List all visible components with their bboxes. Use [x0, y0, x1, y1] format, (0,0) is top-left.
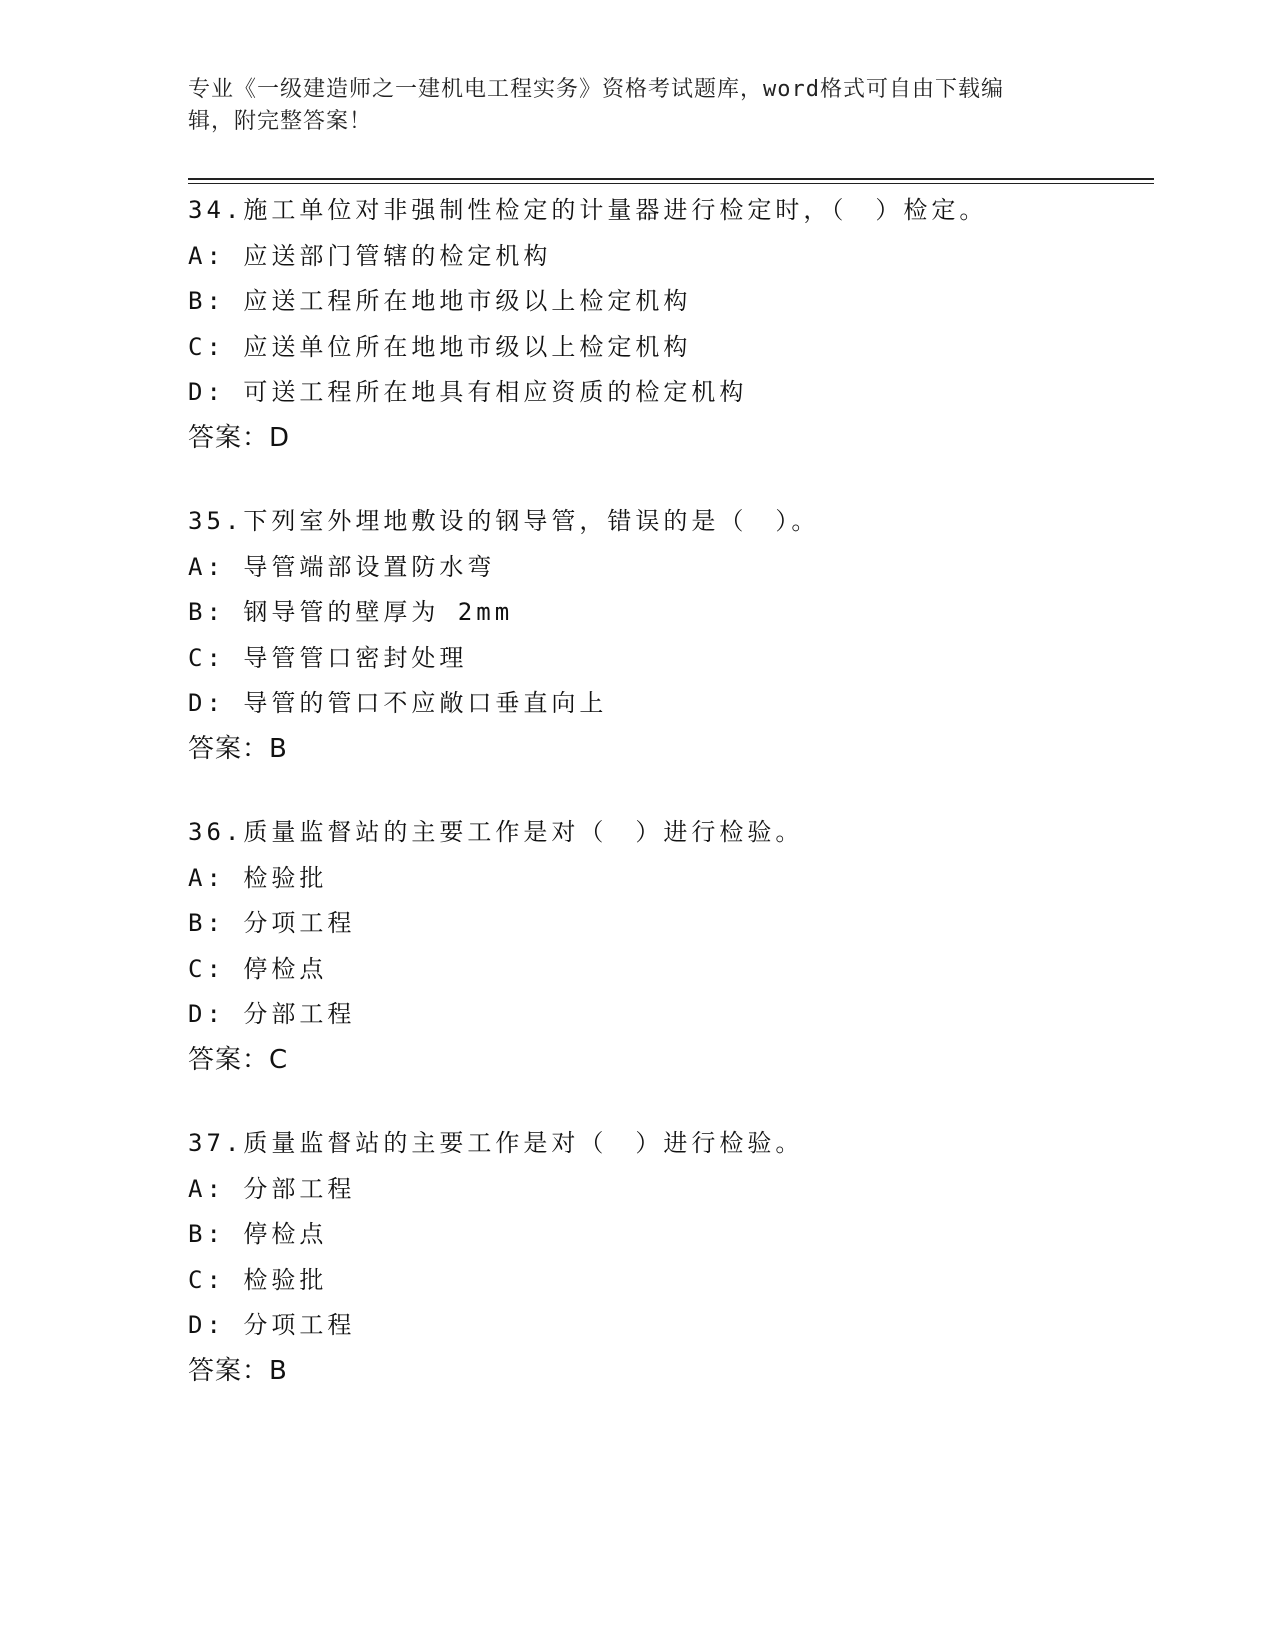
- option-c: C: 导管管口密封处理: [188, 643, 468, 672]
- option-b: B: 钢导管的壁厚为 2mm: [188, 598, 514, 626]
- question-35: [188, 499, 1148, 772]
- question-stem: 35.下列室外埋地敷设的钢导管，错误的是（ ）。: [188, 507, 820, 535]
- option-d: D: 分项工程: [188, 1311, 356, 1339]
- answer-line: 答案：B: [188, 733, 288, 764]
- header-line-2: 辑，附完整答案！: [188, 109, 373, 134]
- option-d: D: 可送工程所在地具有相应资质的检定机构: [188, 378, 748, 406]
- option-a: A: 导管端部设置防水弯: [188, 552, 496, 581]
- option-b: B: 分项工程: [188, 909, 356, 937]
- question-stem: 37.质量监督站的主要工作是对（ ）进行检验。: [188, 1129, 804, 1157]
- option-d: D: 分部工程: [188, 1000, 356, 1028]
- header-line-1: 专业《一级建造师之一建机电工程实务》资格考试题库，word格式可自由下载编: [188, 77, 1004, 102]
- question-stem: 34.施工单位对非强制性检定的计量器进行检定时，（ ）检定。: [188, 196, 988, 224]
- answer-line: 答案：B: [188, 1355, 288, 1386]
- option-d: D: 导管的管口不应敞口垂直向上: [188, 689, 608, 717]
- option-a: A: 检验批: [188, 863, 328, 892]
- header-divider-thin: [188, 183, 1154, 184]
- option-c: C: 检验批: [188, 1265, 328, 1294]
- question-37: [188, 1121, 1148, 1394]
- header-divider-thick: [188, 178, 1154, 180]
- option-c: C: 停检点: [188, 954, 328, 983]
- question-list: [188, 188, 1148, 1432]
- question-stem: 36.质量监督站的主要工作是对（ ）进行检验。: [188, 818, 804, 846]
- question-34: [188, 188, 1148, 461]
- question-36: [188, 810, 1148, 1083]
- option-b: B: 停检点: [188, 1220, 328, 1248]
- document-header: [188, 74, 1068, 138]
- answer-line: 答案：D: [188, 422, 291, 453]
- option-c: C: 应送单位所在地地市级以上检定机构: [188, 332, 692, 361]
- option-a: A: 应送部门管辖的检定机构: [188, 241, 552, 270]
- answer-line: 答案：C: [188, 1044, 289, 1075]
- option-a: A: 分部工程: [188, 1174, 356, 1203]
- option-b: B: 应送工程所在地地市级以上检定机构: [188, 287, 692, 315]
